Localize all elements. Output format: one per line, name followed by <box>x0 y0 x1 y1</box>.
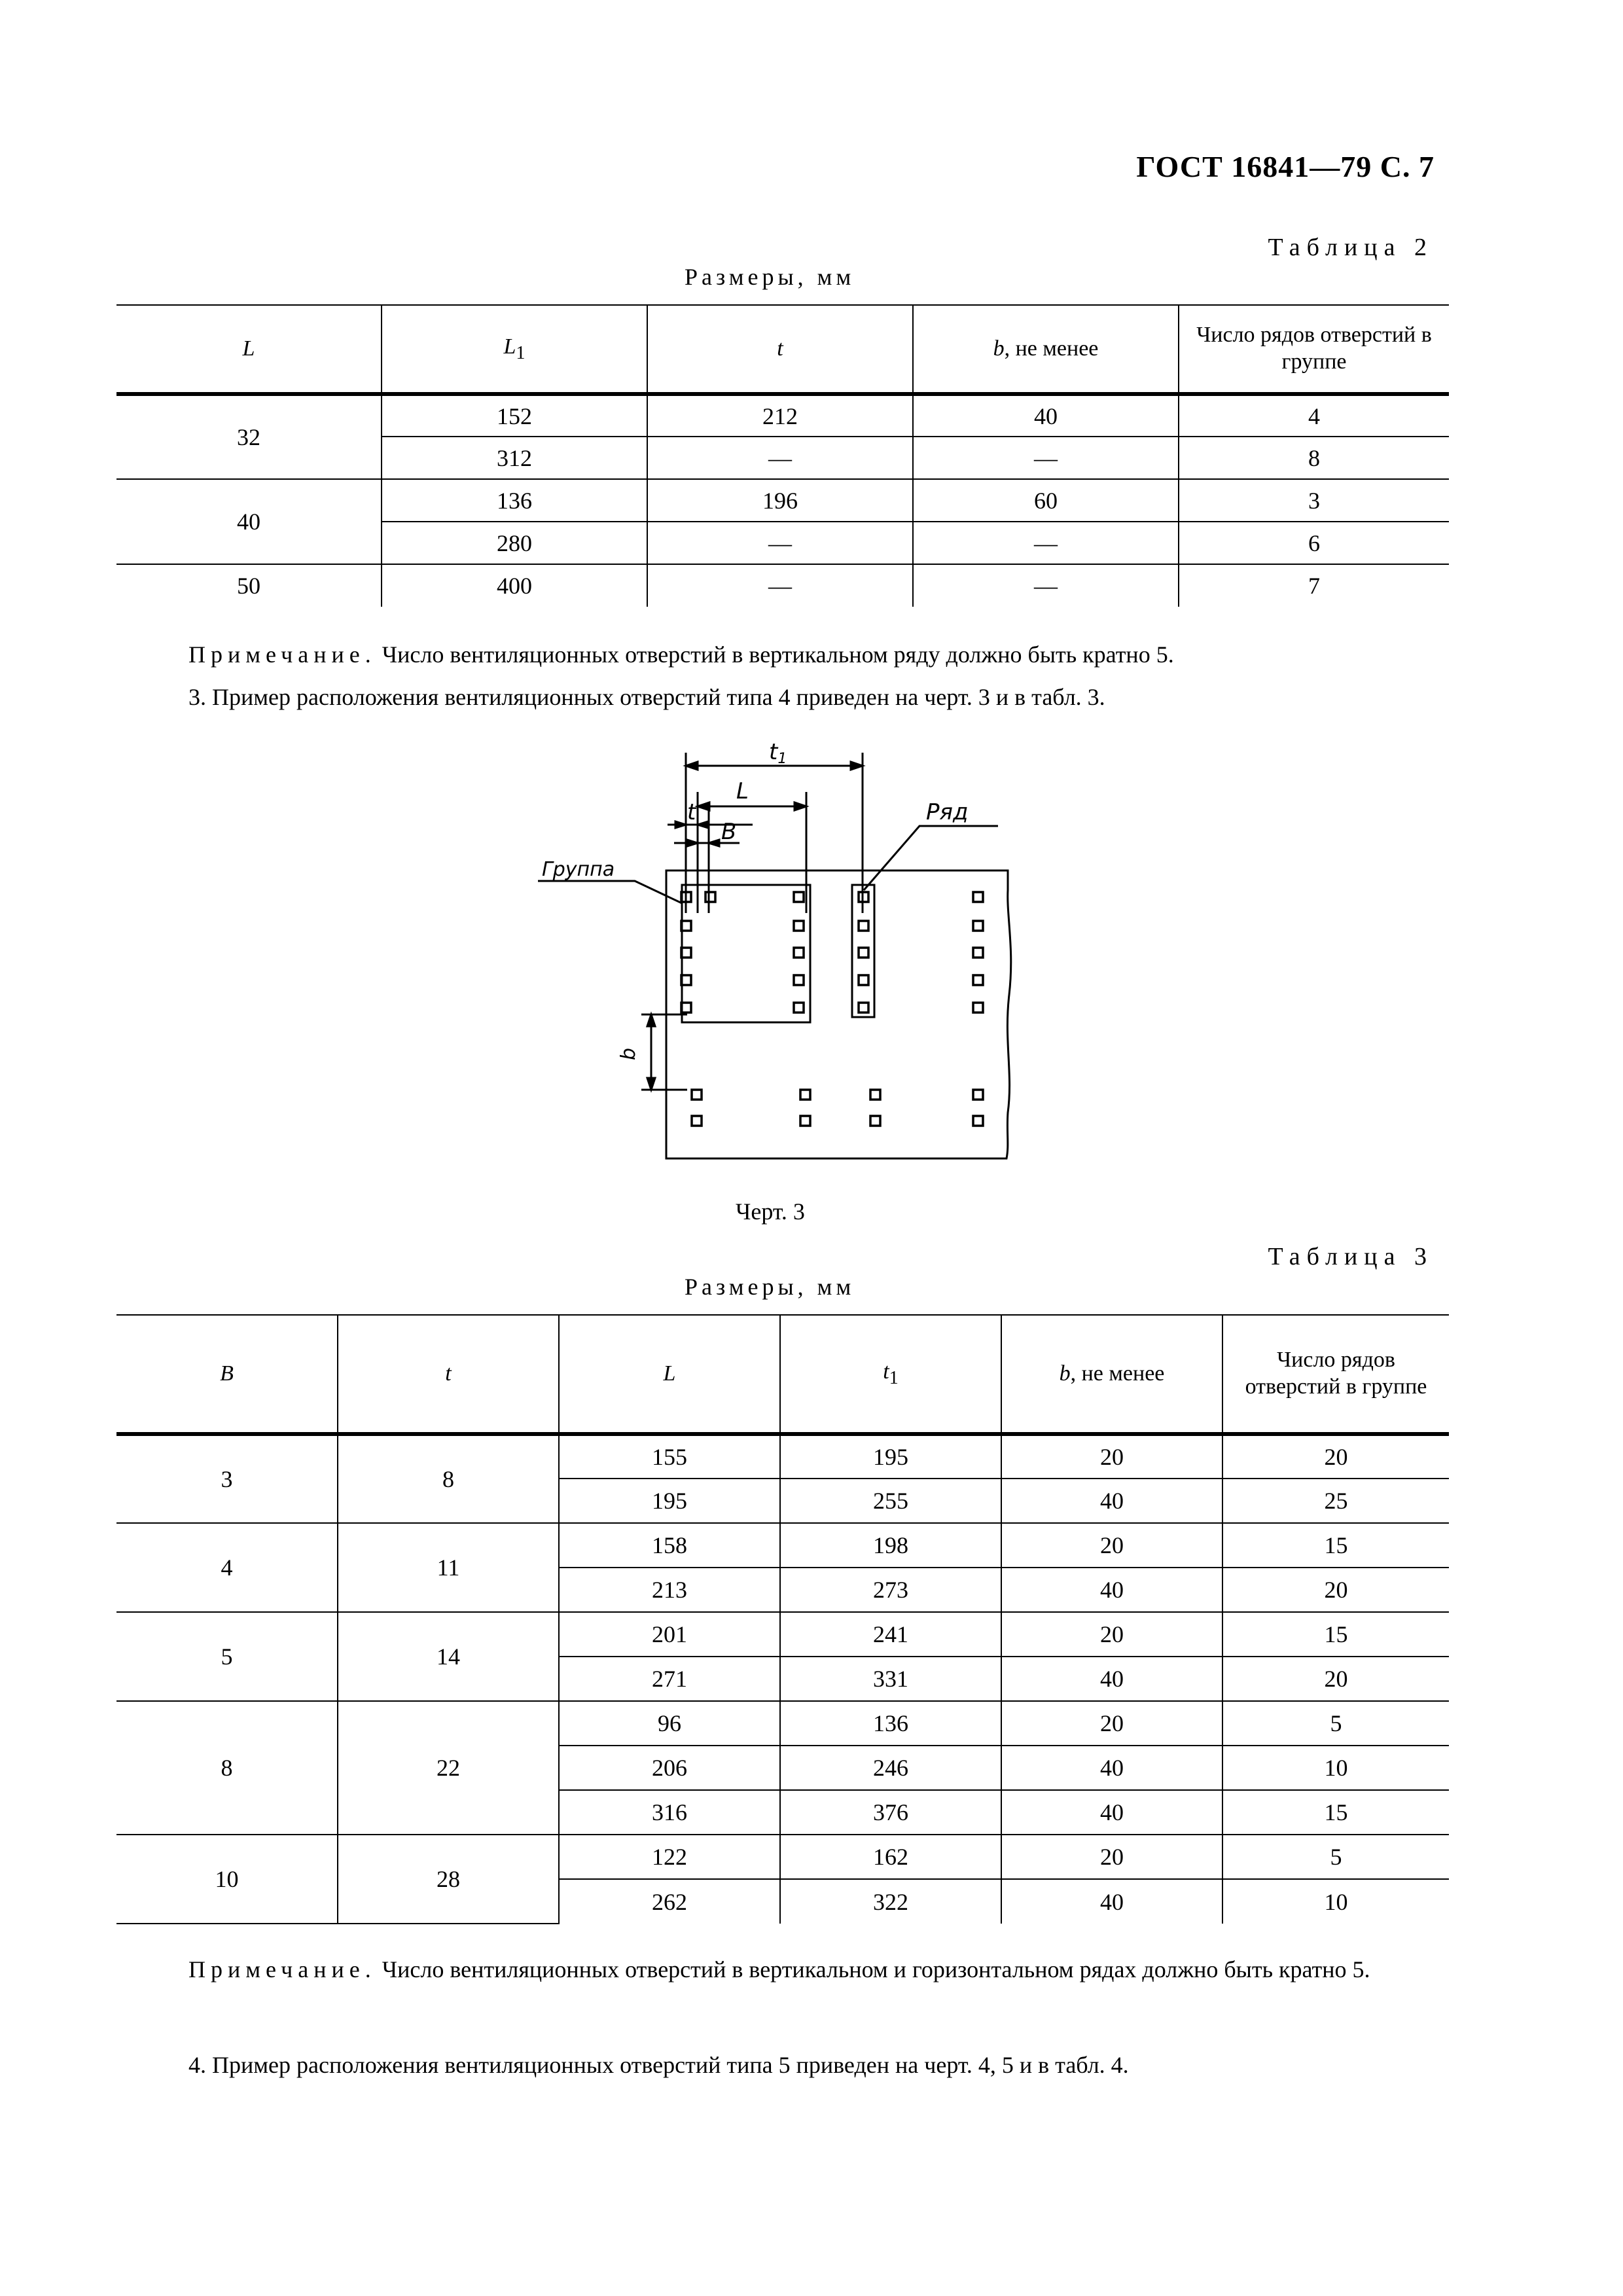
label-b: b <box>617 1047 640 1060</box>
t2-cell: — <box>913 564 1179 607</box>
t3-cell: 20 <box>1001 1701 1222 1746</box>
t2-col-L1-main: L <box>503 334 516 359</box>
t3-col-b-rest: , не менее <box>1070 1361 1165 1386</box>
table2-sizes: Размеры, мм <box>685 264 855 290</box>
t3-col-b-main: b <box>1059 1361 1071 1386</box>
hole <box>800 1116 810 1126</box>
hole <box>973 1003 983 1013</box>
note2-label: Примечание. <box>188 1956 376 1982</box>
hole <box>973 1090 983 1100</box>
t2-col-b-rest: , не менее <box>1004 336 1099 361</box>
t2-cell: — <box>647 522 913 564</box>
hole <box>973 1116 983 1126</box>
t3-cell: 246 <box>780 1746 1001 1790</box>
hole <box>973 921 983 931</box>
t3-col-rows: Число рядов отверстий в группе <box>1222 1315 1449 1434</box>
t2-col-rows: Число рядов отверстий в группе <box>1179 305 1449 394</box>
label-group: Группа <box>542 858 615 881</box>
hole <box>794 975 804 985</box>
t2-col-L1-sub: 1 <box>516 342 526 363</box>
t3-t-cell: 28 <box>338 1835 559 1924</box>
t3-t-cell: 22 <box>338 1701 559 1835</box>
t3-t-cell: 14 <box>338 1612 559 1701</box>
t3-col-B: B <box>116 1315 338 1434</box>
t2-L-cell: 32 <box>116 394 382 479</box>
t3-cell: 40 <box>1001 1479 1222 1523</box>
t2-cell: 3 <box>1179 479 1449 522</box>
hole <box>973 948 983 958</box>
group-frame <box>682 885 810 1022</box>
t2-L-cell: 40 <box>116 479 382 564</box>
t2-cell: 312 <box>382 437 647 479</box>
t2-cell: 40 <box>913 394 1179 437</box>
t3-col-t1-main: t <box>883 1359 889 1384</box>
t2-cell: — <box>913 437 1179 479</box>
t3-cell: 158 <box>559 1523 780 1568</box>
t3-cell: 271 <box>559 1657 780 1701</box>
t3-cell: 5 <box>1222 1701 1449 1746</box>
t2-col-t: t <box>647 305 913 394</box>
t3-B-cell: 3 <box>116 1434 338 1523</box>
t3-cell: 96 <box>559 1701 780 1746</box>
table2 <box>116 304 1449 607</box>
t3-cell: 15 <box>1222 1790 1449 1835</box>
plate-outline <box>666 870 1011 1158</box>
t2-L-cell: 50 <box>116 564 382 607</box>
t2-cell: 7 <box>1308 573 1320 599</box>
hole <box>870 1090 880 1100</box>
t3-cell: 10 <box>1324 1888 1348 1915</box>
t2-cell: 400 <box>382 564 647 607</box>
note1-label: Примечание. <box>188 641 376 668</box>
t3-cell: 273 <box>780 1568 1001 1612</box>
hole <box>859 1003 868 1013</box>
t3-cell: 201 <box>559 1612 780 1657</box>
note2 <box>116 1952 1452 1987</box>
t3-B-cell: 5 <box>116 1612 338 1701</box>
t3-cell: 20 <box>1222 1568 1449 1612</box>
t3-col-t1-sub: 1 <box>889 1367 899 1388</box>
label-row: Ряд <box>926 799 969 825</box>
t3-col-t: t <box>338 1315 559 1434</box>
t2-cell: 8 <box>1179 437 1449 479</box>
t3-cell: 20 <box>1001 1835 1222 1879</box>
t3-B-cell: 4 <box>116 1523 338 1612</box>
hole <box>973 975 983 985</box>
t3-cell: 213 <box>559 1568 780 1612</box>
t2-cell: — <box>647 437 913 479</box>
t3-cell: 162 <box>780 1835 1001 1879</box>
item4: 4. Пример расположения вентиляционных отверстий типа 5 приведен на черт. 4, 5 и в табл. 4. <box>188 2052 1129 2078</box>
t2-cell: 152 <box>382 394 647 437</box>
item3: 3. Пример расположения вентиляционных отверстий типа 4 приведен на черт. 3 и в табл. 3. <box>188 684 1105 710</box>
t3-cell: 322 <box>780 1879 1001 1924</box>
drawing-caption: Черт. 3 <box>736 1198 805 1225</box>
t3-cell: 40 <box>1001 1879 1222 1924</box>
t3-cell: 20 <box>1001 1612 1222 1657</box>
t3-cell: 15 <box>1222 1612 1449 1657</box>
t2-cell: 196 <box>647 479 913 522</box>
t3-cell: 20 <box>1222 1434 1449 1479</box>
t3-cell: 136 <box>780 1701 1001 1746</box>
t3-cell: 195 <box>780 1434 1001 1479</box>
t3-cell: 206 <box>559 1746 780 1790</box>
label-L: L <box>736 778 749 804</box>
note2-text: Число вентиляционных отверстий в вертикальном и горизонтальном рядах должно быть кратно 5. <box>376 1956 1370 1982</box>
t3-cell: 241 <box>780 1612 1001 1657</box>
t3-cell: 40 <box>1001 1746 1222 1790</box>
label-t1 <box>769 739 787 767</box>
t3-cell: 262 <box>559 1879 780 1924</box>
t3-cell: 155 <box>559 1434 780 1479</box>
hole <box>794 892 804 902</box>
hole <box>800 1090 810 1100</box>
t2-col-b <box>913 305 1179 394</box>
t2-col-L: L <box>116 305 382 394</box>
t3-t-cell: 11 <box>338 1523 559 1612</box>
t3-cell: 40 <box>1001 1568 1222 1612</box>
hole <box>859 921 868 931</box>
t3-cell: 198 <box>780 1523 1001 1568</box>
hole <box>859 948 868 958</box>
t3-cell: 15 <box>1222 1523 1449 1568</box>
hole <box>705 892 715 902</box>
t2-cell: 212 <box>647 394 913 437</box>
t2-cell: 280 <box>382 522 647 564</box>
t2-cell: — <box>913 522 1179 564</box>
t2-cell: 60 <box>913 479 1179 522</box>
t3-cell: 40 <box>1001 1657 1222 1701</box>
hole <box>692 1090 702 1100</box>
t3-cell: 20 <box>1001 1434 1222 1479</box>
t2-cell: 4 <box>1179 394 1449 437</box>
t3-B-cell: 8 <box>116 1701 338 1835</box>
t3-col-L: L <box>559 1315 780 1434</box>
t3-cell: 122 <box>559 1835 780 1879</box>
hole <box>794 921 804 931</box>
group-leader <box>538 881 682 903</box>
t3-cell: 195 <box>559 1479 780 1523</box>
table3 <box>116 1314 1449 1924</box>
drawing-3 <box>537 733 1060 1178</box>
label-B: B <box>721 819 737 845</box>
t3-cell: 40 <box>1001 1790 1222 1835</box>
t2-cell: — <box>647 564 913 607</box>
hole <box>973 892 983 902</box>
table2-caption: Таблица 2 <box>1268 234 1433 261</box>
t3-B-cell: 10 <box>116 1835 338 1924</box>
t3-cell: 20 <box>1222 1657 1449 1701</box>
t2-col-L1 <box>382 305 647 394</box>
hole <box>692 1116 702 1126</box>
t3-col-t1 <box>780 1315 1001 1434</box>
t2-cell: 136 <box>382 479 647 522</box>
label-t: t <box>687 799 696 825</box>
note1 <box>188 637 1452 672</box>
t3-cell: 376 <box>780 1790 1001 1835</box>
hole <box>870 1116 880 1126</box>
t3-cell: 20 <box>1001 1523 1222 1568</box>
t3-cell: 255 <box>780 1479 1001 1523</box>
note1-text: Число вентиляционных отверстий в вертикальном ряду должно быть кратно 5. <box>376 641 1174 668</box>
t3-cell: 10 <box>1222 1746 1449 1790</box>
t3-cell: 25 <box>1222 1479 1449 1523</box>
hole <box>859 975 868 985</box>
row-leader <box>864 826 998 890</box>
page-header: ГОСТ 16841—79 С. 7 <box>1136 150 1435 183</box>
t3-t-cell: 8 <box>338 1434 559 1523</box>
t3-cell: 331 <box>780 1657 1001 1701</box>
table3-caption: Таблица 3 <box>1268 1243 1433 1270</box>
table3-sizes: Размеры, мм <box>685 1274 855 1300</box>
t3-cell: 5 <box>1222 1835 1449 1879</box>
label-t1-main: t <box>769 739 778 765</box>
t3-col-b <box>1001 1315 1222 1434</box>
t2-cell: 6 <box>1179 522 1449 564</box>
t3-cell: 316 <box>559 1790 780 1835</box>
label-t1-sub: 1 <box>777 751 787 767</box>
hole <box>794 948 804 958</box>
t2-col-b-main: b <box>993 336 1005 361</box>
hole <box>794 1003 804 1013</box>
